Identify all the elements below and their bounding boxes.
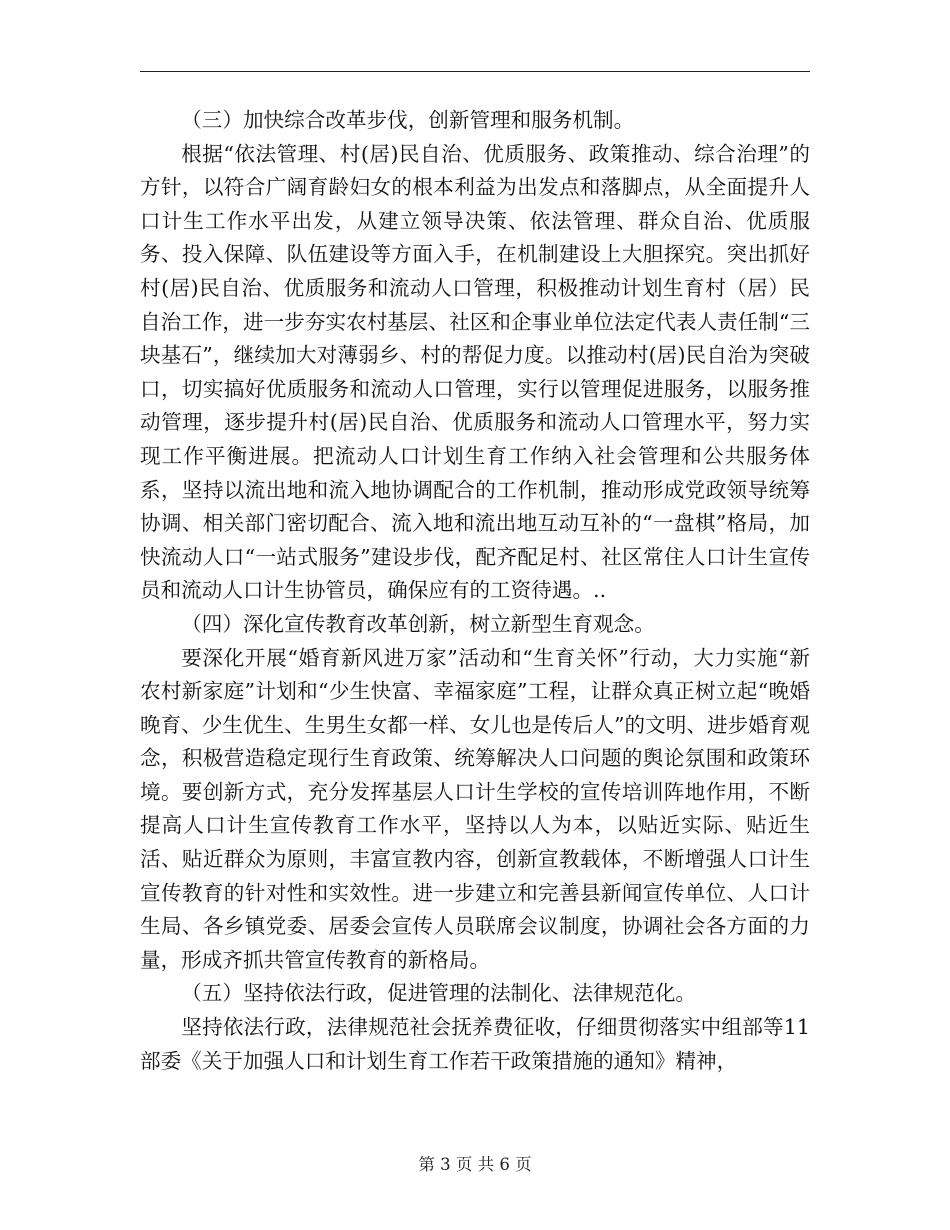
paragraph-heading-5: （五）坚持依法行政，促进管理的法制化、法律规范化。 [181,981,697,1006]
paragraph-body-5: 坚持依法行政，法律规范社会抚养费征收，仔细贯彻落实中组部等11部委《关于加强人口和计划生育工作若干政策措施的通知》精神， [140,1015,810,1073]
paragraph-body-3: 根据“依法管理、村(居)民自治、优质服务、政策推动、综合治理”的方针，以符合广阔育龄妇女的根本利益为出发点和落脚点，从全面提升人口计生工作水平出发，从建立领导决策、依法管理、群众自治、优质服务、投入保障、队伍建设等方面入手，在机制建设上大胆探究。突出抓好村(居)民自治、优质服务和流动人口管理，积极推动计划生育村（居）民自治工作，进一步夯实农村基层、社区和企事业单位法定代表人责任制“三块基石”，继续加大对薄弱乡、村的帮促力度。以推动村(居)民自治为突破口，切实搞好优质服务和流动人口管理，实行以管理促进服务，以服务推动管理，逐步提升村(居)民自治、优质服务和流动人口管理水平，努力实现工作平衡进展。把流动人口计划生育工作纳入社会管理和公共服务体系，坚持以流出地和流入地协调配合的工作机制，推动形成党政领导统筹协调、相关部门密切配合、流入地和流出地互动互补的“一盘棋”格局，加快流动人口“一站式服务”建设步伐，配齐配足村、社区常住人口计生宣传员和流动人口计生协管员，确保应有的工资待遇。.. [140,141,810,603]
document-body [140,104,810,1078]
paragraph-body-4: 要深化开展“婚育新风进万家”活动和“生育关怀”行动，大力实施“新农村新家庭”计划和“少生快富、幸福家庭”工程，让群众真正树立起“晚婚晚育、少生优生、生男生女都一样、女儿也是传后人”的文明、进步婚育观念，积极营造稳定现行生育政策、统筹解决人口问题的舆论氛围和政策环境。要创新方式，充分发挥基层人口计生学校的宣传培训阵地作用，不断提高人口计生宣传教育工作水平，坚持以人为本，以贴近实际、贴近生活、贴近群众为原则，丰富宣教内容，创新宣教载体，不断增强人口计生宣传教育的针对性和实效性。进一步建立和完善县新闻宣传单位、人口计生局、各乡镇党委、居委会宣传人员联席会议制度，协调社会各方面的力量，形成齐抓共管宣传教育的新格局。 [140,645,810,972]
paragraph-heading-4: （四）深化宣传教育改革创新，树立新型生育观念。 [181,611,655,636]
page-number-footer: 第 3 页 共 6 页 [418,1155,532,1174]
paragraph-heading-3: （三）加快综合改革步伐，创新管理和服务机制。 [181,108,635,132]
header-rule [140,71,810,72]
